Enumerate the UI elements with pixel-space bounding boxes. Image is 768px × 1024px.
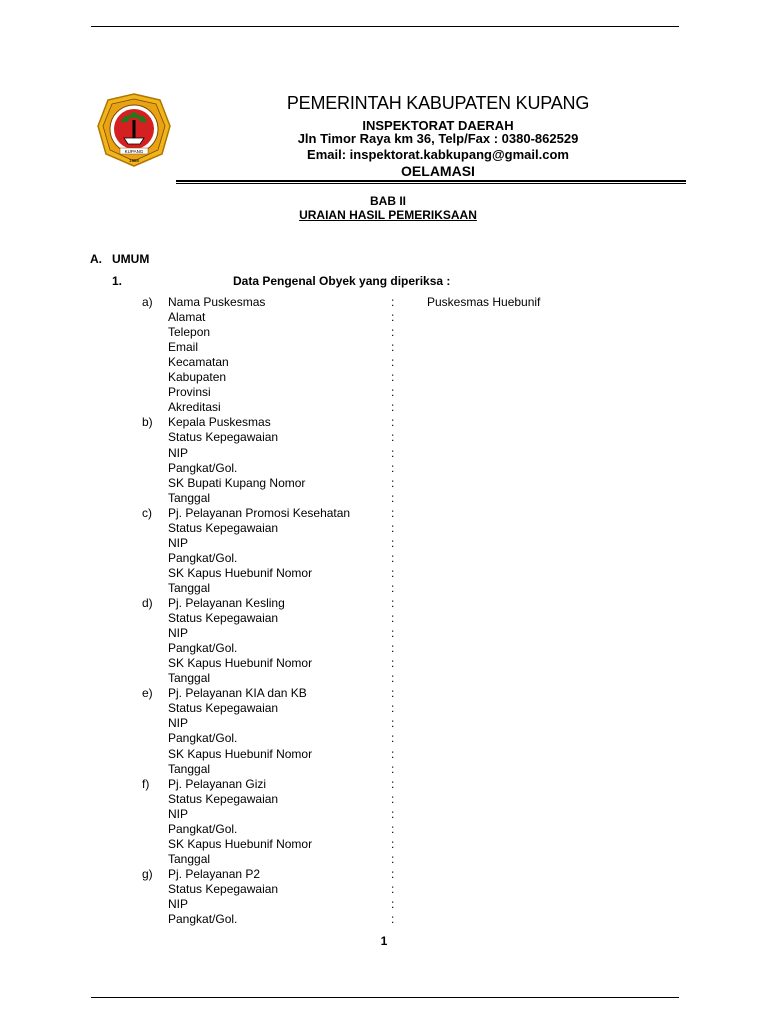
row-label: Kepala Puskesmas xyxy=(168,415,271,429)
row-colon: : xyxy=(391,521,395,535)
form-row xyxy=(0,295,768,310)
row-colon: : xyxy=(391,837,395,851)
row-colon: : xyxy=(391,731,395,745)
form-row xyxy=(0,551,768,566)
letterhead-thick-rule xyxy=(176,180,686,182)
form-row xyxy=(0,747,768,762)
form-row xyxy=(0,566,768,581)
form-row xyxy=(0,912,768,927)
row-colon: : xyxy=(391,295,395,309)
form-row xyxy=(0,340,768,355)
row-colon: : xyxy=(391,476,395,490)
row-label: Kabupaten xyxy=(168,370,227,384)
section-title: UMUM xyxy=(112,252,150,266)
seal-year: 1958 xyxy=(128,158,140,163)
row-colon: : xyxy=(391,686,395,700)
form-row xyxy=(0,415,768,430)
row-marker: f) xyxy=(142,777,150,791)
row-label: Pj. Pelayanan Promosi Kesehatan xyxy=(168,506,351,520)
row-colon: : xyxy=(391,385,395,399)
form-row xyxy=(0,430,768,445)
row-label: Tanggal xyxy=(168,852,211,866)
row-colon: : xyxy=(391,807,395,821)
row-marker: g) xyxy=(142,867,153,881)
row-label: SK Kapus Huebunif Nomor xyxy=(168,747,313,761)
row-colon: : xyxy=(391,656,395,670)
row-label: Pj. Pelayanan Gizi xyxy=(168,777,267,791)
row-label: Pangkat/Gol. xyxy=(168,822,238,836)
row-marker: d) xyxy=(142,596,153,610)
row-colon: : xyxy=(391,912,395,926)
row-label: Pangkat/Gol. xyxy=(168,912,238,926)
seal-label: KUPANG xyxy=(124,149,144,154)
form-row xyxy=(0,686,768,701)
form-row xyxy=(0,461,768,476)
form-row xyxy=(0,325,768,340)
form-row xyxy=(0,897,768,912)
row-colon: : xyxy=(391,852,395,866)
row-label: NIP xyxy=(168,807,189,821)
institution-name: INSPEKTORAT DAERAH xyxy=(362,118,514,133)
row-marker: a) xyxy=(142,295,153,309)
top-border-line xyxy=(91,26,679,27)
row-colon: : xyxy=(391,792,395,806)
row-colon: : xyxy=(391,400,395,414)
row-label: Status Kepegawaian xyxy=(168,882,279,896)
row-label: NIP xyxy=(168,897,189,911)
form-row xyxy=(0,882,768,897)
form-row xyxy=(0,355,768,370)
row-colon: : xyxy=(391,716,395,730)
row-colon: : xyxy=(391,415,395,429)
row-colon: : xyxy=(391,370,395,384)
form-row xyxy=(0,626,768,641)
row-label: SK Kapus Huebunif Nomor xyxy=(168,837,313,851)
row-colon: : xyxy=(391,355,395,369)
form-row xyxy=(0,867,768,882)
row-label: NIP xyxy=(168,446,189,460)
form-row xyxy=(0,536,768,551)
row-colon: : xyxy=(391,461,395,475)
row-label: Pangkat/Gol. xyxy=(168,731,238,745)
row-label: Tanggal xyxy=(168,762,211,776)
row-marker: e) xyxy=(142,686,153,700)
row-colon: : xyxy=(391,340,395,354)
form-row xyxy=(0,762,768,777)
row-colon: : xyxy=(391,446,395,460)
form-row xyxy=(0,837,768,852)
row-value: Puskesmas Huebunif xyxy=(427,295,541,309)
form-row xyxy=(0,792,768,807)
row-label: Status Kepegawaian xyxy=(168,521,279,535)
form-row xyxy=(0,385,768,400)
row-label: Kecamatan xyxy=(168,355,229,369)
row-colon: : xyxy=(391,536,395,550)
form-row xyxy=(0,641,768,656)
row-colon: : xyxy=(391,626,395,640)
form-row xyxy=(0,852,768,867)
row-colon: : xyxy=(391,867,395,881)
row-label: Pangkat/Gol. xyxy=(168,641,238,655)
row-label: Email xyxy=(168,340,199,354)
row-label: Akreditasi xyxy=(168,400,221,414)
item-number: 1. xyxy=(112,274,123,288)
page-number: 1 xyxy=(380,934,388,948)
row-colon: : xyxy=(391,671,395,685)
row-label: NIP xyxy=(168,536,189,550)
row-colon: : xyxy=(391,762,395,776)
row-label: SK Kapus Huebunif Nomor xyxy=(168,566,313,580)
form-row xyxy=(0,581,768,596)
office-address: Jln Timor Raya km 36, Telp/Fax : 0380-862529 xyxy=(297,131,579,146)
row-colon: : xyxy=(391,310,395,324)
row-label: SK Bupati Kupang Nomor xyxy=(168,476,306,490)
form-row xyxy=(0,716,768,731)
form-row xyxy=(0,611,768,626)
row-label: Status Kepegawaian xyxy=(168,792,279,806)
row-colon: : xyxy=(391,777,395,791)
form-row xyxy=(0,400,768,415)
letterhead-thin-rule xyxy=(176,183,686,184)
row-label: Pj. Pelayanan Kesling xyxy=(168,596,285,610)
chapter-number: BAB II xyxy=(370,194,406,208)
row-label: Status Kepegawaian xyxy=(168,701,279,715)
row-colon: : xyxy=(391,581,395,595)
row-label: Pj. Pelayanan P2 xyxy=(168,867,261,881)
row-colon: : xyxy=(391,822,395,836)
item-title: Data Pengenal Obyek yang diperiksa : xyxy=(233,274,451,288)
kupang-regency-seal-icon xyxy=(96,92,172,168)
row-label: Status Kepegawaian xyxy=(168,611,279,625)
row-colon: : xyxy=(391,882,395,896)
form-row xyxy=(0,807,768,822)
row-colon: : xyxy=(391,551,395,565)
row-colon: : xyxy=(391,701,395,715)
row-colon: : xyxy=(391,325,395,339)
row-label: Tanggal xyxy=(168,581,211,595)
form-row xyxy=(0,671,768,686)
form-row xyxy=(0,731,768,746)
row-label: Alamat xyxy=(168,310,206,324)
row-marker: b) xyxy=(142,415,153,429)
form-row xyxy=(0,476,768,491)
form-row xyxy=(0,596,768,611)
row-label: Tanggal xyxy=(168,491,211,505)
form-row xyxy=(0,656,768,671)
row-colon: : xyxy=(391,596,395,610)
row-colon: : xyxy=(391,611,395,625)
row-label: Pangkat/Gol. xyxy=(168,461,238,475)
bottom-border-line xyxy=(91,997,679,998)
government-name-text: PEMERINTAH KABUPATEN KUPANG xyxy=(286,93,590,113)
office-town: OELAMASI xyxy=(401,163,475,179)
row-colon: : xyxy=(391,897,395,911)
row-label: Status Kepegawaian xyxy=(168,430,279,444)
row-marker: c) xyxy=(142,506,152,520)
row-colon: : xyxy=(391,430,395,444)
row-label: Telepon xyxy=(168,325,211,339)
row-label: Pj. Pelayanan KIA dan KB xyxy=(168,686,307,700)
row-label: Pangkat/Gol. xyxy=(168,551,238,565)
form-row xyxy=(0,506,768,521)
form-row xyxy=(0,521,768,536)
row-colon: : xyxy=(391,641,395,655)
chapter-title: URAIAN HASIL PEMERIKSAAN xyxy=(299,208,477,222)
form-row xyxy=(0,491,768,506)
form-row xyxy=(0,370,768,385)
row-label: SK Kapus Huebunif Nomor xyxy=(168,656,313,670)
form-row xyxy=(0,777,768,792)
row-colon: : xyxy=(391,747,395,761)
row-label: Provinsi xyxy=(168,385,211,399)
row-label: NIP xyxy=(168,716,189,730)
form-row xyxy=(0,310,768,325)
government-name xyxy=(190,93,686,114)
form-row xyxy=(0,822,768,837)
form-row xyxy=(0,446,768,461)
row-label: NIP xyxy=(168,626,189,640)
row-colon: : xyxy=(391,491,395,505)
section-letter: A. xyxy=(90,252,102,266)
row-label: Nama Puskesmas xyxy=(168,295,266,309)
row-colon: : xyxy=(391,506,395,520)
form-row xyxy=(0,701,768,716)
row-colon: : xyxy=(391,566,395,580)
office-email: Email: inspektorat.kabkupang@gmail.com xyxy=(307,147,569,162)
row-label: Tanggal xyxy=(168,671,211,685)
